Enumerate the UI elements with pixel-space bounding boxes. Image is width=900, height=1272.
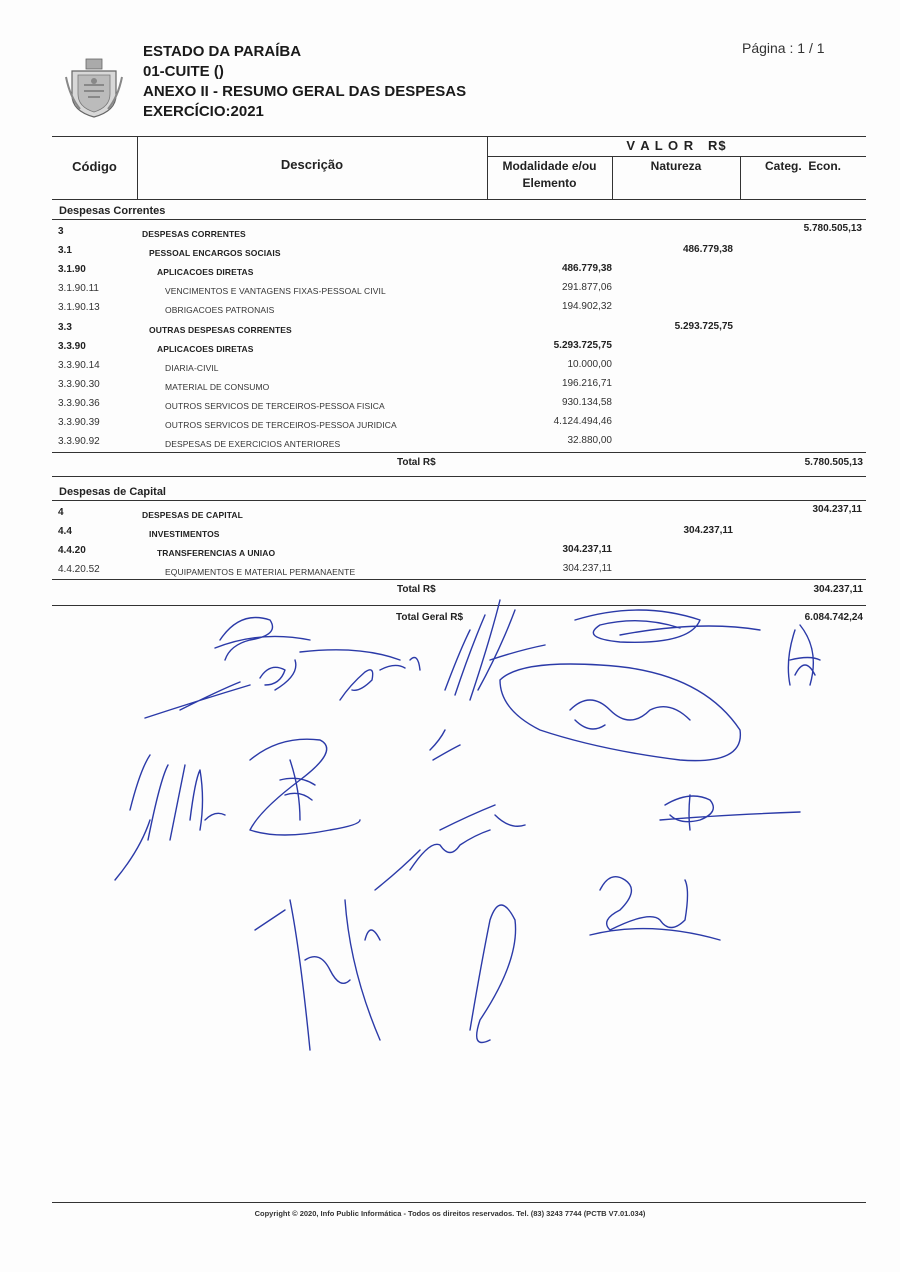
capital-total-label: Total R$: [397, 584, 436, 595]
correntes-total-value: 5.780.505,13: [804, 457, 863, 468]
row-modalidade-value: 930.134,58: [561, 396, 612, 408]
row-categoria-value: 304.237,11: [812, 504, 862, 515]
row-description: PESSOAL ENCARGOS SOCIAIS: [149, 248, 281, 259]
row-code: 3.3: [58, 321, 72, 333]
row-code: 3.3.90.14: [58, 359, 100, 371]
table-header-bottom-rule: [52, 199, 866, 200]
table-row: [52, 395, 866, 414]
row-natureza-value: 304.237,11: [683, 525, 733, 536]
row-description: OUTRAS DESPESAS CORRENTES: [149, 324, 292, 335]
row-natureza-value: 5.293.725,75: [674, 320, 733, 332]
row-modalidade-value: 304.237,11: [562, 544, 612, 555]
row-description: TRANSFERENCIAS A UNIAO: [157, 548, 276, 558]
row-natureza-value: 486.779,38: [682, 244, 733, 256]
table-row: [52, 299, 866, 318]
col-header-valor: V A L O R R$: [626, 138, 727, 153]
report-title: ANEXO II - RESUMO GERAL DAS DESPESAS: [143, 83, 467, 100]
footer-rule: [52, 1202, 866, 1203]
table-row: [52, 357, 866, 376]
grand-total-value: 6.084.742,24: [804, 612, 863, 623]
signature-5: [575, 610, 760, 642]
capital-total-value: 304.237,11: [813, 584, 863, 595]
correntes-total-rule: [52, 452, 866, 453]
table-row: [52, 523, 866, 542]
row-code: 4.4.20: [58, 545, 86, 556]
signature-14: [590, 877, 720, 940]
signature-2: [145, 660, 296, 718]
col-header-code: Código: [72, 159, 117, 174]
row-modalidade-value: 4.124.494,46: [553, 416, 612, 427]
table-row: [52, 376, 866, 395]
row-description: OBRIGACOES PATRONAIS: [165, 305, 275, 316]
table-row: [52, 561, 866, 580]
exercise-year: EXERCÍCIO:2021: [143, 103, 264, 120]
row-code: 4.4: [58, 526, 72, 537]
row-code: 4.4.20.52: [58, 564, 100, 575]
valor-under-rule: [487, 156, 866, 157]
row-code: 3.1.90.13: [58, 302, 100, 314]
row-description: INVESTIMENTOS: [149, 529, 220, 539]
table-row: [52, 433, 866, 452]
state-seal-logo: [64, 57, 124, 119]
table-row: [52, 280, 866, 299]
copyright-footer: Copyright © 2020, Info Public Informática - Todos os direitos reservados. Tel. (83) 3243 7744 (PCTB V7.01.034): [254, 1209, 646, 1218]
section-correntes-label: Despesas Correntes: [59, 205, 166, 217]
row-modalidade-value: 304.237,11: [562, 563, 612, 574]
row-modalidade-value: 486.779,38: [561, 263, 612, 275]
row-description: VENCIMENTOS E VANTAGENS FIXAS-PESSOAL CIVIL: [165, 286, 386, 297]
row-description: OUTROS SERVICOS DE TERCEIROS-PESSOA JURIDICA: [165, 420, 397, 430]
grand-total-label: Total Geral R$: [396, 612, 464, 623]
signature-10: [660, 795, 800, 830]
table-top-rule: [52, 136, 866, 137]
col-header-modalidade-line1: Modalidade e/ou: [502, 159, 597, 173]
signature-8: [115, 755, 225, 880]
row-description: EQUIPAMENTOS E MATERIAL PERMANAENTE: [165, 567, 356, 577]
signature-13: [470, 905, 516, 1043]
row-modalidade-value: 291.877,06: [561, 282, 612, 294]
row-code: 3.1.90: [58, 264, 86, 276]
capital-total-rule: [52, 579, 866, 580]
row-description: DESPESAS DE CAPITAL: [142, 510, 243, 520]
row-code: 3.1.90.11: [58, 283, 99, 295]
signature-11: [375, 805, 525, 890]
signature-1: [215, 618, 310, 661]
signature-4: [430, 600, 545, 760]
table-row: [52, 242, 866, 261]
handwritten-signatures: [0, 590, 900, 1090]
row-description: DESPESAS CORRENTES: [142, 229, 246, 239]
row-code: 3.3.90: [58, 340, 86, 352]
row-description: APLICACOES DIRETAS: [157, 267, 254, 278]
signature-9: [250, 739, 360, 835]
row-modalidade-value: 5.293.725,75: [553, 339, 612, 351]
entity-name: 01-CUITE (): [143, 63, 224, 80]
row-code: 3.3.90.39: [58, 417, 100, 428]
row-code: 3.3.90.92: [58, 436, 100, 448]
table-row: [52, 319, 866, 338]
row-code: 3.3.90.36: [58, 397, 100, 409]
table-row: [52, 261, 866, 280]
signature-6: [500, 664, 740, 761]
row-code: 3: [58, 226, 64, 237]
section-capital-rule: [52, 500, 866, 501]
signature-7: [788, 625, 820, 685]
row-description: MATERIAL DE CONSUMO: [165, 381, 270, 392]
row-categoria-value: 5.780.505,13: [803, 223, 862, 234]
row-description: APLICACOES DIRETAS: [157, 343, 254, 354]
signature-3: [300, 650, 420, 700]
col-header-modalidade: [487, 159, 612, 190]
row-modalidade-value: 10.000,00: [567, 358, 612, 370]
correntes-total-label: Total R$: [397, 457, 436, 468]
col-header-categ: Categ. Econ.: [764, 159, 841, 173]
row-code: 3.1: [58, 245, 72, 257]
correntes-end-rule: [52, 476, 866, 477]
row-description: OUTROS SERVICOS DE TERCEIROS-PESSOA FISICA: [165, 400, 385, 411]
row-description: DIARIA-CIVIL: [165, 362, 219, 373]
col-header-natureza: Natureza: [650, 159, 702, 173]
row-modalidade-value: 194.902,32: [561, 301, 612, 313]
section-capital-label: Despesas de Capital: [59, 486, 166, 498]
state-name: ESTADO DA PARAÍBA: [143, 43, 302, 60]
row-modalidade-value: 196.216,71: [561, 377, 612, 389]
page-number: Página : 1 / 1: [742, 40, 825, 56]
table-row: [52, 338, 866, 357]
row-description: DESPESAS DE EXERCICIOS ANTERIORES: [165, 439, 341, 450]
row-modalidade-value: 32.880,00: [567, 435, 612, 447]
table-row: [52, 223, 866, 242]
section-correntes-rule: [52, 219, 866, 220]
table-row: [52, 414, 866, 433]
row-code: 4: [58, 507, 64, 518]
table-row: [52, 504, 866, 523]
row-code: 3.3.90.30: [58, 378, 100, 390]
col-header-desc: Descrição: [280, 157, 344, 172]
signature-12: [255, 900, 380, 1050]
table-row: [52, 542, 866, 561]
report-header: [143, 42, 466, 122]
col-header-modalidade-line2: Elemento: [522, 176, 577, 190]
